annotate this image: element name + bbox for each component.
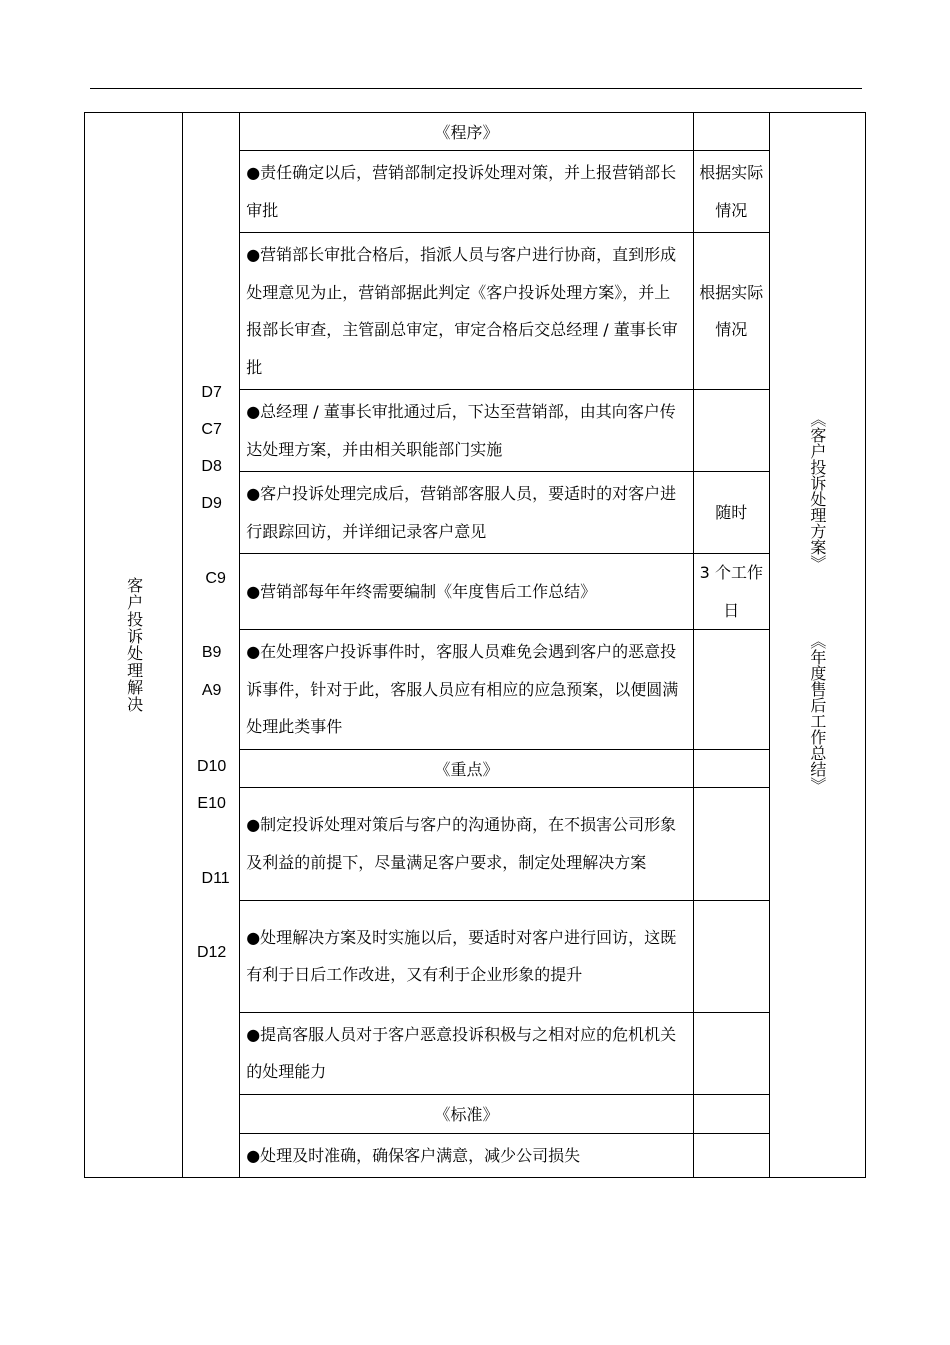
code-c9: C9: [205, 570, 226, 587]
code-d10: D10: [196, 758, 227, 775]
time-cell-empty: [693, 1094, 769, 1133]
code-c7: C7: [201, 421, 222, 438]
time-cell-empty: [693, 1133, 769, 1178]
procedure-item: ●在处理客户投诉事件时，客服人员难免会遇到客户的恶意投诉事件，针对于此，客服人员应有相应的应急预案，以便圆满处理此类事件: [240, 630, 694, 750]
stage-cell: [85, 113, 183, 1178]
process-table: [84, 112, 866, 1178]
time-cell: 根据实际情况: [693, 151, 769, 233]
time-cell-empty: [693, 113, 769, 151]
time-cell: 3 个工作日: [693, 554, 769, 630]
output-docs-cell: [769, 113, 865, 1178]
time-cell-empty: [693, 1012, 769, 1094]
procedure-item: ●营销部长审批合格后，指派人员与客户进行协商，直到形成处理意见为止，营销部据此判定《客户投诉处理方案》，并上报部长审查，主管副总审定，审定合格后交总经理 / 董事长审批: [240, 233, 694, 390]
standard-item: ●处理及时准确，确保客户满意，减少公司损失: [240, 1133, 694, 1178]
procedure-item: ●营销部每年年终需要编制《年度售后工作总结》: [240, 554, 694, 630]
procedure-item: ●总经理 / 董事长审批通过后，下达至营销部，由其向客户传达处理方案，并由相关职能部门实施: [240, 390, 694, 472]
code-d7: D7: [201, 384, 222, 401]
section-standard: 《标准》: [240, 1094, 694, 1133]
procedure-item: ●责任确定以后，营销部制定投诉处理对策，并上报营销部长审批: [240, 151, 694, 233]
time-cell: 根据实际情况: [693, 233, 769, 390]
code-d11: D11: [201, 870, 230, 887]
code-d12: D12: [196, 944, 227, 961]
procedure-item: ●客户投诉处理完成后，营销部客服人员，要适时的对客户进行跟踪回访，并详细记录客户意见: [240, 472, 694, 554]
key-point-item: ●处理解决方案及时实施以后，要适时对客户进行回访，这既有利于日后工作改进，又有利于企业形象的提升: [240, 900, 694, 1012]
time-cell-empty: [693, 787, 769, 900]
key-point-item: ●提高客服人员对于客户恶意投诉积极与之相对应的危机机关的处理能力: [240, 1012, 694, 1094]
time-cell: [693, 390, 769, 472]
output-doc-summary: 《年度售后工作总结》: [807, 633, 827, 793]
section-key-points: 《重点》: [240, 749, 694, 787]
code-d9: D9: [201, 495, 222, 512]
header-rule: [90, 88, 862, 89]
code-column: [183, 113, 240, 1178]
key-point-item: ●制定投诉处理对策后与客户的沟通协商，在不损害公司形象及利益的前提下，尽量满足客户要求，制定处理解决方案: [240, 787, 694, 900]
section-procedure: 《程序》: [240, 113, 694, 151]
time-cell-empty: [693, 749, 769, 787]
code-d8: D8: [201, 458, 222, 475]
time-cell: [693, 630, 769, 750]
code-a9: A9: [201, 682, 222, 699]
stage-label: 客户投诉处理解决: [124, 577, 144, 713]
code-b9: B9: [201, 644, 222, 661]
output-doc-plan: 《客户投诉处理方案》: [807, 411, 827, 571]
time-cell: 随时: [693, 472, 769, 554]
code-e10: E10: [197, 795, 226, 812]
time-cell-empty: [693, 900, 769, 1012]
